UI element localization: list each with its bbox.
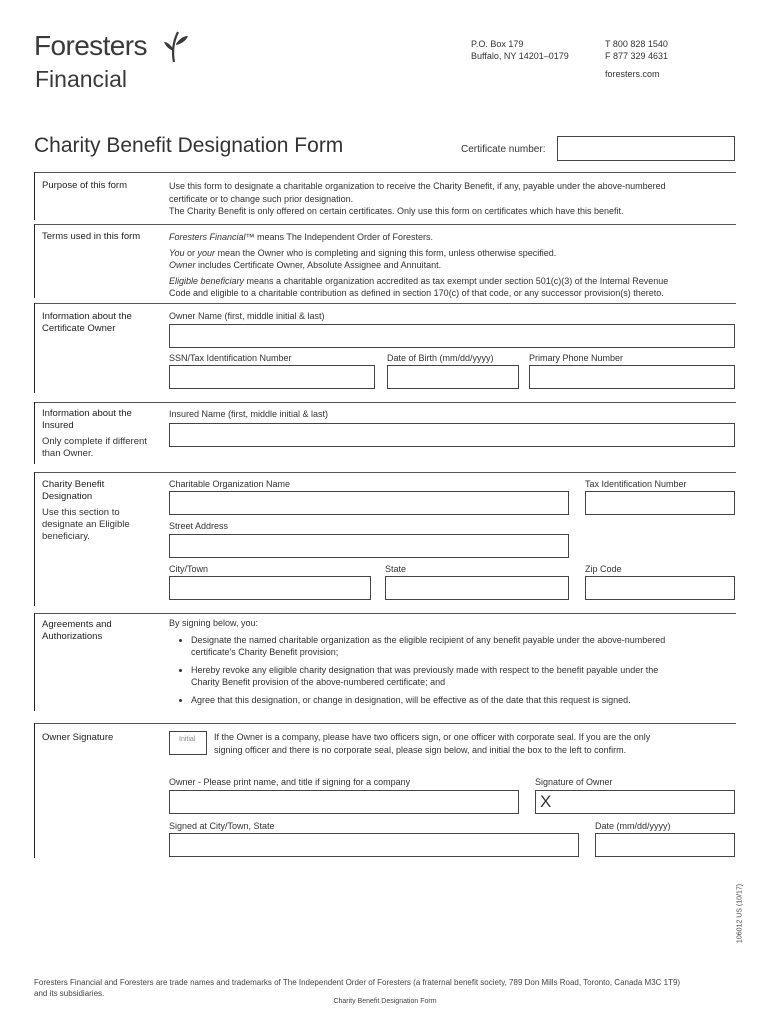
section-label-purpose: Purpose of this form: [42, 180, 128, 191]
term-definition: means The Independent Order of Foresters.: [254, 232, 433, 242]
divider: [34, 224, 736, 225]
divider: [34, 303, 736, 304]
term-definition: means a charitable organization accredited as tax exempt under section 501(c)(3) of the Internal Revenue: [244, 275, 669, 286]
date-field[interactable]: [595, 833, 735, 857]
divider: [34, 472, 736, 473]
signature-label: Signature of Owner: [535, 777, 613, 787]
purpose-line: The Charity Benefit is only offered on certain certificates. Only use this form on certificates which have this benefit.: [169, 206, 624, 216]
divider: [34, 613, 736, 614]
logo-subtitle: Financial: [35, 66, 128, 92]
purpose-text: [169, 180, 739, 218]
owner-name-field[interactable]: [169, 324, 735, 348]
ssn-field[interactable]: [169, 365, 375, 389]
phone-field[interactable]: [529, 365, 735, 389]
divider: [34, 402, 736, 403]
form-code: 106012 US (10/17): [736, 883, 744, 944]
purpose-line: Use this form to designate a charitable organization to receive the Charity Benefit, if any, payable under the above-numbered: [169, 181, 666, 191]
state-field[interactable]: [385, 576, 569, 600]
tin-field[interactable]: [585, 491, 735, 515]
section-bar: [34, 723, 35, 858]
agreement-text: Agree that this designation, or change in designation, will be effective as of the date that this request is signed.: [191, 694, 631, 705]
org-name-label: Charitable Organization Name: [169, 479, 291, 489]
section-label-owner: Information about the Certificate Owner: [42, 311, 132, 334]
term-eligible-beneficiary-cont: Code and eligible to a charitable contribution as defined in section 170(c) of that code, or any successor provision(s) thereto.: [169, 288, 664, 298]
initial-box[interactable]: [169, 731, 207, 755]
insured-name-field[interactable]: [169, 423, 735, 447]
street-field[interactable]: [169, 534, 569, 558]
agreement-item: [191, 694, 739, 707]
term-name: Foresters Financial™: [169, 232, 255, 242]
term-name: Owner: [169, 260, 196, 270]
section-bar: [34, 613, 35, 711]
term-foresters: [169, 231, 739, 244]
term-connector: or: [184, 247, 198, 258]
certificate-number-label: Certificate number:: [461, 144, 546, 155]
ssn-label: SSN/Tax Identification Number: [169, 353, 292, 363]
section-bar: [34, 472, 35, 606]
agreements-text: [169, 617, 739, 711]
instruction-line: If the Owner is a company, please have two officers sign, or one officer with corporate seal. If you are the only: [214, 732, 651, 742]
page-footer: Charity Benefit Designation Form: [333, 998, 437, 1005]
term-name: You: [169, 247, 185, 258]
agreement-text: Hereby revoke any eligible charity designation that was previously made with respect to the benefit payable under the: [191, 664, 659, 675]
section-label-signature: Owner Signature: [42, 732, 114, 743]
print-name-field[interactable]: [169, 790, 519, 814]
agreement-item: [191, 634, 739, 659]
city-label: City/Town: [169, 564, 209, 574]
state-label: State: [385, 564, 407, 574]
phone-number: T 800 828 1540: [605, 39, 668, 49]
term-definition: includes Certificate Owner, Absolute Assignee and Annuitant.: [195, 260, 442, 270]
signature-field[interactable]: [535, 790, 735, 814]
term-name: Eligible beneficiary: [169, 275, 245, 286]
terms-text: [169, 231, 739, 300]
street-label: Street Address: [169, 521, 229, 531]
city-field[interactable]: [169, 576, 371, 600]
section-label-insured: Information about the Insured: [42, 408, 132, 431]
owner-name-label: Owner Name (first, middle initial & last): [169, 311, 325, 321]
agreement-text: Designate the named charitable organization as the eligible recipient of any benefit payable under the above-numbered: [191, 634, 666, 645]
dob-label: Date of Birth (mm/dd/yyyy): [387, 353, 494, 363]
fax-number: F 877 329 4631: [605, 51, 669, 61]
trademark-line: and its subsidiaries.: [34, 989, 105, 998]
agreements-list: [169, 634, 739, 707]
address-line-2: Buffalo, NY 14201–0179: [471, 51, 569, 61]
divider: [34, 723, 736, 724]
website-link[interactable]: foresters.com: [605, 69, 660, 79]
section-label-insured-block: [42, 408, 157, 460]
section-label-agreements: Agreements and Authorizations: [42, 619, 112, 642]
term-definition: mean the Owner who is completing and signing this form, unless otherwise specified.: [215, 247, 557, 258]
logo-wordmark: Foresters: [34, 30, 147, 61]
section-note-charity: Use this section to designate an Eligible beneficiary.: [42, 507, 130, 542]
term-owner: [169, 259, 739, 272]
section-bar: [34, 402, 35, 464]
certificate-number-field[interactable]: [557, 136, 735, 161]
section-bar: [34, 172, 35, 220]
zip-label: Zip Code: [585, 564, 622, 574]
section-label-charity-block: [42, 479, 154, 543]
mailing-address: [471, 38, 569, 62]
phone-label: Primary Phone Number: [529, 353, 624, 363]
signature-x-mark: X: [540, 792, 552, 811]
agreement-text: certificate's Charity Benefit provision;: [191, 647, 339, 657]
initial-box-label: Initial: [179, 736, 196, 743]
form-title: Charity Benefit Designation Form: [34, 134, 344, 157]
instruction-line: signing officer and there is no corporate seal, please sign below, and initial the box to the left to confirm.: [214, 744, 627, 755]
trademark-line: Foresters Financial and Foresters are trade names and trademarks of The Independent Order of Foresters (a fraternal benefit society, 789 Don Mills Road, Toronto, Canada M3C 1T9): [34, 978, 681, 987]
signed-at-field[interactable]: [169, 833, 579, 857]
section-bar: [34, 303, 35, 393]
print-name-label: Owner - Please print name, and title if signing for a company: [169, 777, 411, 787]
section-label-terms: Terms used in this form: [42, 231, 141, 242]
trademark-notice: [34, 977, 734, 999]
insured-name-label: Insured Name (first, middle initial & last): [169, 409, 329, 419]
term-you: [169, 247, 739, 260]
agreement-item: [191, 664, 739, 689]
signature-instructions: [214, 731, 734, 756]
section-bar: [34, 224, 35, 298]
signed-at-label: Signed at City/Town, State: [169, 821, 275, 831]
address-line-1: P.O. Box 179: [471, 39, 524, 49]
date-label: Date (mm/dd/yyyy): [595, 821, 671, 831]
agreement-text: Charity Benefit provision of the above-numbered certificate; and: [191, 677, 446, 687]
section-note-insured: Only complete if different than Owner.: [42, 436, 147, 459]
term-eligible-beneficiary: [169, 275, 739, 288]
org-name-field[interactable]: [169, 491, 569, 515]
dob-field[interactable]: [387, 365, 519, 389]
tin-label: Tax Identification Number: [585, 479, 687, 489]
sprout-logo-icon: [162, 28, 190, 64]
agreements-intro: By signing below, you:: [169, 618, 259, 628]
company-logo: [34, 30, 194, 92]
divider: [34, 172, 736, 173]
purpose-line: certificate or to change such prior designation.: [169, 193, 354, 204]
section-label-charity: Charity Benefit Designation: [42, 479, 105, 502]
zip-field[interactable]: [585, 576, 735, 600]
term-name: your: [197, 247, 216, 258]
contact-info: [605, 38, 668, 80]
